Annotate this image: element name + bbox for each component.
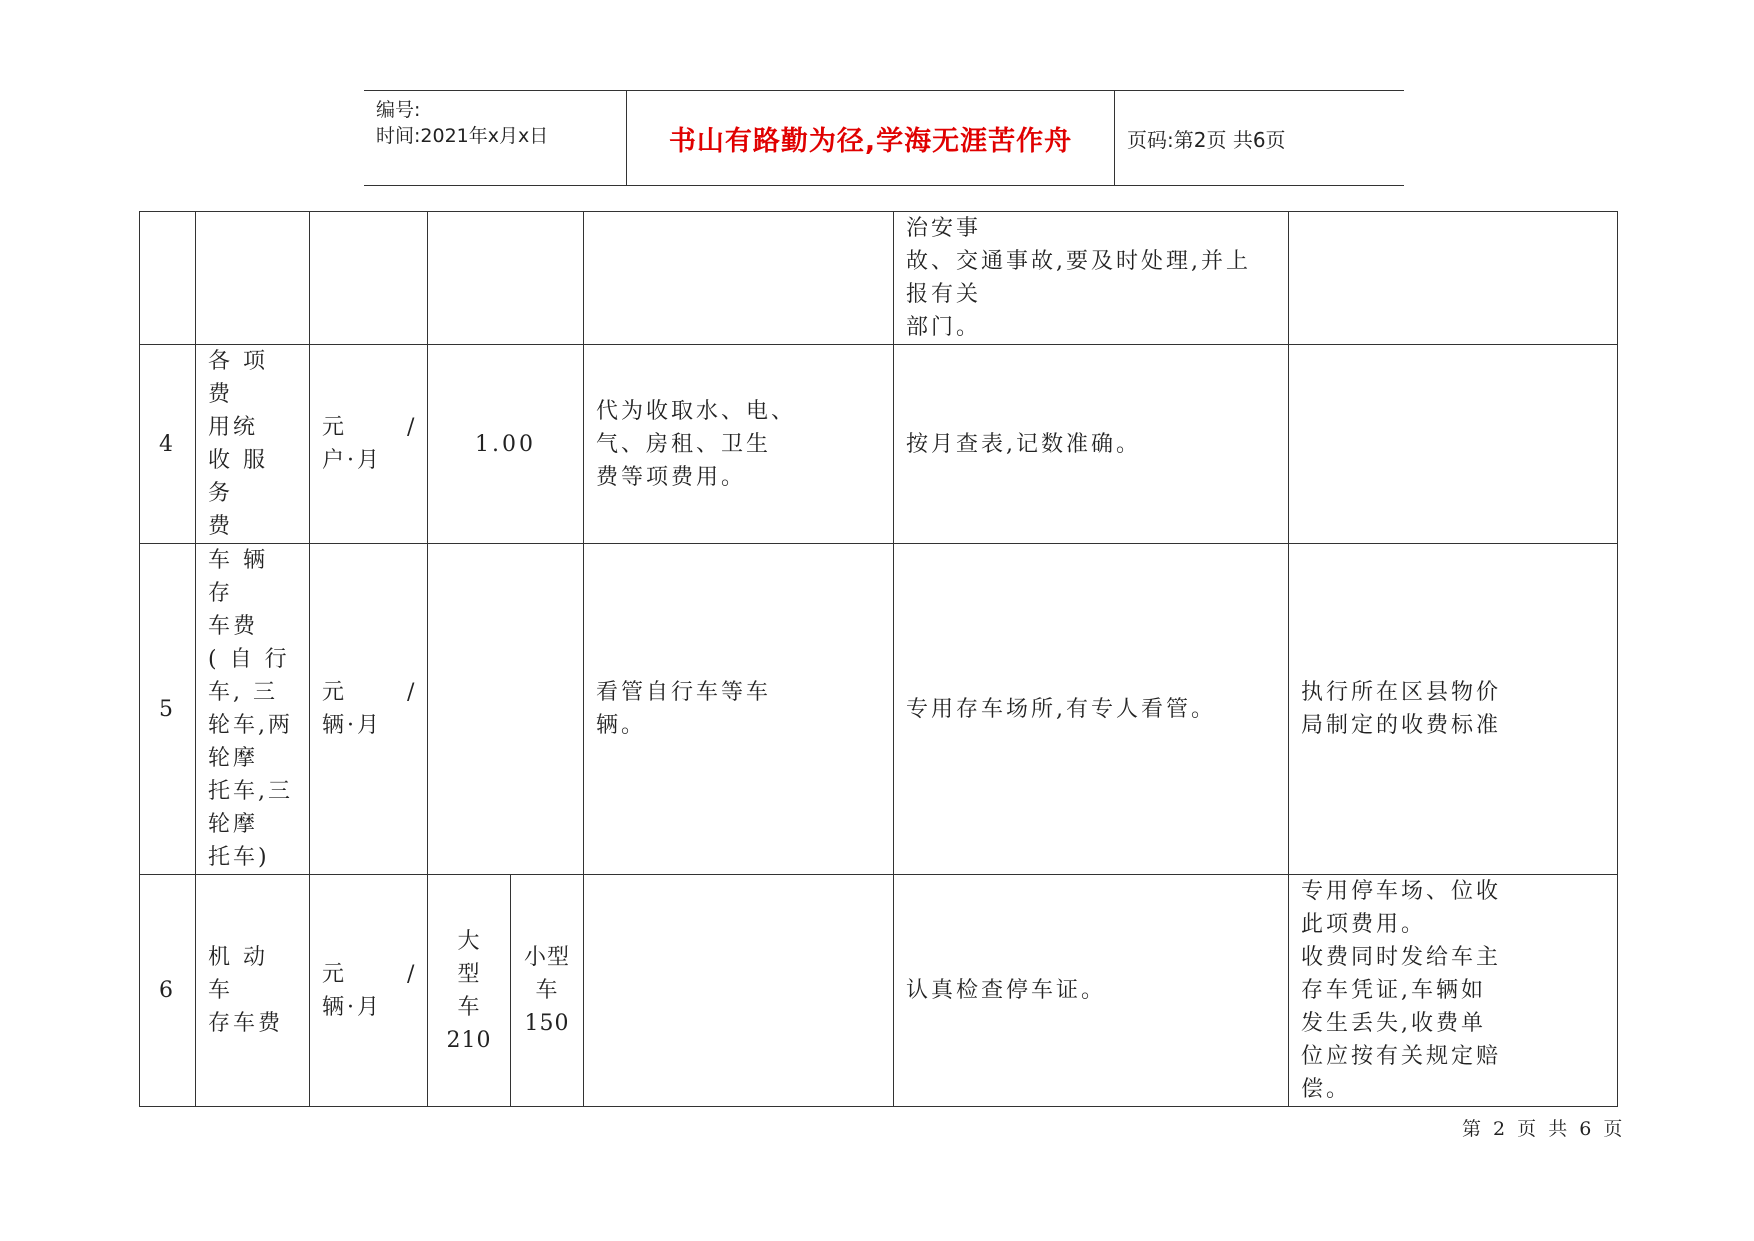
row-index-cell: 4	[140, 345, 196, 544]
service-standard-cell	[894, 212, 1289, 345]
price-line: 210	[446, 1027, 492, 1053]
content-line: 气、房租、卫生	[596, 431, 772, 457]
unit-line: 辆·月	[322, 713, 382, 738]
price-cell: 1.00	[428, 345, 584, 544]
unit-cell	[310, 212, 428, 345]
header-meta-cell	[364, 91, 627, 185]
item-line: 轮摩	[208, 812, 259, 837]
unit-line: 辆·月	[322, 994, 382, 1020]
content-line: 辆。	[596, 713, 647, 738]
price-cell	[428, 212, 584, 345]
note-line: 执行所在区县物价	[1301, 680, 1502, 705]
price-small-vehicle-cell	[511, 875, 584, 1107]
price-large-vehicle-cell	[428, 875, 511, 1107]
row-index-cell: 5	[140, 544, 196, 875]
item-line: 轮摩	[208, 746, 259, 771]
unit-line: 元 /	[322, 680, 418, 705]
service-content-cell	[584, 875, 894, 1107]
header-page-cell	[1115, 91, 1404, 185]
content-line: 看管自行车等车	[596, 680, 772, 705]
document-number-label: 编号:	[376, 99, 421, 121]
item-line: 轮车,两	[208, 713, 293, 738]
note-line: 收费同时发给车主	[1301, 945, 1502, 970]
content-line: 代为收取水、电、	[596, 398, 797, 424]
unit-cell	[310, 345, 428, 544]
page-footer: 第 2 页 共 6 页	[1462, 1118, 1626, 1140]
item-line: 存车费	[208, 1011, 284, 1036]
standard-line: 治安事	[906, 216, 982, 241]
standard-line: 部门。	[906, 315, 982, 340]
note-line: 位应按有关规定赔	[1301, 1044, 1502, 1069]
item-line: 托车,三	[208, 779, 293, 804]
service-content-cell	[584, 345, 894, 544]
item-line: 托车)	[208, 845, 270, 870]
fee-table	[139, 211, 1618, 1107]
price-line: 大	[457, 928, 481, 954]
item-line: 各 项 费	[208, 349, 268, 407]
item-line: 收 服 务	[208, 448, 268, 506]
item-name-cell	[196, 875, 310, 1107]
item-line: 费	[208, 514, 234, 539]
note-line: 专用停车场、位收	[1301, 879, 1502, 904]
table-row	[140, 345, 1618, 544]
price-line: 车	[457, 994, 481, 1020]
document-time-label: 时间:2021年x月x日	[376, 125, 549, 147]
price-line: 小型	[523, 945, 570, 970]
note-line: 局制定的收费标准	[1301, 713, 1502, 738]
note-line: 偿。	[1301, 1077, 1352, 1102]
standard-line: 认真检查停车证。	[906, 978, 1107, 1003]
standard-line: 按月查表,记数准确。	[906, 431, 1141, 457]
item-line: 车费	[208, 614, 259, 639]
table-row	[140, 212, 1618, 345]
service-standard-cell	[894, 875, 1289, 1107]
standard-line: 故、交通事故,要及时处理,并上	[906, 249, 1251, 274]
price-line: 150	[524, 1011, 570, 1036]
item-line: 车 辆 存	[208, 548, 268, 606]
header-motto-cell	[627, 91, 1115, 185]
service-content-cell	[584, 212, 894, 345]
row-index-cell: 6	[140, 875, 196, 1107]
content-line: 费等项费用。	[596, 464, 747, 490]
service-content-cell	[584, 544, 894, 875]
unit-line: 元 /	[322, 415, 418, 440]
item-line: ( 自 行	[208, 647, 290, 672]
unit-line: 户·月	[322, 448, 382, 473]
item-name-cell	[196, 212, 310, 345]
price-cell	[428, 544, 584, 875]
item-name-cell	[196, 544, 310, 875]
service-standard-cell	[894, 345, 1289, 544]
table-row	[140, 875, 1618, 1107]
note-line: 发生丢失,收费单	[1301, 1011, 1486, 1036]
service-standard-cell	[894, 544, 1289, 875]
item-line: 车, 三	[208, 680, 278, 705]
unit-line: 元 /	[322, 961, 418, 987]
item-line: 机 动 车	[208, 945, 268, 1003]
note-cell	[1289, 875, 1618, 1107]
note-cell	[1289, 345, 1618, 544]
document-header	[364, 90, 1404, 186]
standard-line: 报有关	[906, 282, 982, 307]
motto-text: 书山有路勤为径,学海无涯苦作舟	[668, 125, 1073, 157]
price-line: 型	[457, 961, 481, 987]
item-name-cell	[196, 345, 310, 544]
header-page-label: 页码:第2页 共6页	[1127, 127, 1286, 152]
unit-cell	[310, 544, 428, 875]
note-cell	[1289, 544, 1618, 875]
row-index-cell	[140, 212, 196, 345]
item-line: 用统	[208, 415, 259, 440]
note-line: 此项费用。	[1301, 912, 1427, 937]
note-line: 存车凭证,车辆如	[1301, 978, 1486, 1003]
unit-cell	[310, 875, 428, 1107]
table-row	[140, 544, 1618, 875]
price-line: 车	[535, 978, 559, 1003]
standard-line: 专用存车场所,有专人看管。	[906, 696, 1216, 722]
note-cell	[1289, 212, 1618, 345]
